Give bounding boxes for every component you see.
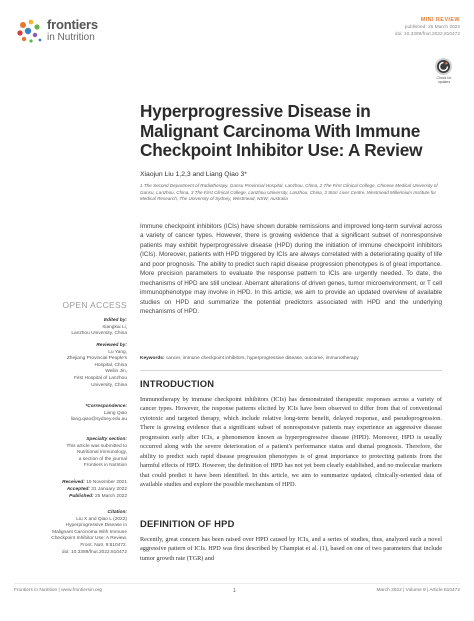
article-title: Hyperprogressive Disease in Malignant Carcinoma With Immune Checkpoint Inhibitor Use: A Review: [140, 101, 423, 160]
introduction-heading: INTRODUCTION: [140, 378, 215, 389]
correspondence-block: [14, 404, 127, 424]
editor-name: Xiangkai Li,: [102, 324, 127, 330]
edited-by-block: [14, 318, 127, 338]
reviewer-line: Zhejiang Provincial People's: [66, 356, 127, 362]
footer-divider: [14, 583, 460, 584]
published-date-side: 25 March 2022: [95, 493, 127, 499]
accepted-date: 31 January 2022: [91, 486, 127, 492]
keywords: [140, 355, 440, 362]
article-authors: Xiaojun Liu 1,2,3 and Liang Qiao 3*: [140, 171, 247, 178]
published-label: Published:: [69, 493, 94, 499]
accepted-label: Accepted:: [66, 486, 90, 492]
frontiers-logo-icon: [14, 16, 44, 46]
introduction-text: Immunotherapy by immune checkpoint inhibitors (ICIs) has demonstrated therapeutic responses across a variety of cancer types. However, the response patterns elicited by ICIs have been observed to differ from that of conventional cytotoxic and targeted therapy, which include relative long-term benefit, delayed response, and pseudoprogression. There is growing evidence that a significant subset of nonresponsive patients may experience an aggressive disease progression early after ICIs, a phenomenon known as hyperprogressive disease (HPD). Moreover, HPD is usually occurred along with the severe deterioration of a patient's performance status and dismal prognosis. Therefore, the ability to predict such rapid disease progression phenotypes is of great importance to protecting patients from the harmful effects of HPD. However, the definition of HPD has not yet been clearly established, and no molecular markers that could predict it have been identified. In this article, we aim to summarize updated, clinically-oriented data of available studies and explore the possible mechanism of HPD.: [140, 396, 442, 489]
logo-wordmark: frontiers: [47, 17, 98, 32]
reviewer-line: Weilin Jin,: [105, 369, 127, 375]
keywords-list: cancer, immune checkpoint inhibitors, hyperprogressive disease, outcome, immunotherapy: [165, 356, 359, 361]
footer-issue: March 2022 | Volume 9 | Article 810472: [376, 588, 460, 593]
reviewer-line: First Hospital of Lanzhou: [73, 375, 127, 381]
published-date: published: 25 March 2022: [404, 25, 460, 30]
reviewer-line: Lu Yang,: [108, 349, 127, 355]
journal-logo[interactable]: [14, 14, 134, 50]
keywords-label: Keywords:: [140, 356, 165, 361]
received-date: 15 November 2021: [86, 480, 127, 485]
reviewer-line: Hospital, China: [94, 362, 127, 368]
logo-journal-name: in Nutrition: [47, 32, 95, 43]
abstract-divider: [140, 370, 442, 371]
footer-journal[interactable]: Frontiers in Nutrition | www.frontiersin.org: [14, 588, 102, 593]
citation-label: Citation:: [107, 510, 127, 515]
edited-by-label: Edited by:: [103, 318, 127, 323]
specialty-label: Specialty section:: [86, 437, 127, 442]
specialty-block: Specialty section: This article was submitted to Nutritional Immunology, a section of the journal Frontiers in Nutrition: [14, 437, 127, 470]
reviewed-by-block: [14, 343, 127, 389]
check-for-updates-badge[interactable]: [432, 58, 456, 84]
editor-affiliation: Lanzhou University, China: [71, 331, 127, 337]
citation-block: Citation: Liu X and Qiao L (2022) Hyperprogressive Disease in Malignant Carcinoma With Immune Checkpoint Inhibitor Use: A Review. Front. Nutr. 9:810472. doi: 10.3389/fnut.2022.810472: [14, 510, 127, 556]
received-label: Received:: [62, 480, 85, 485]
reviewer-line: University, China: [91, 382, 127, 388]
definition-heading: DEFINITION OF HPD: [140, 518, 235, 529]
correspondence-label: *Correspondence:: [85, 404, 127, 409]
open-access-label: OPEN ACCESS: [62, 300, 127, 310]
check-for-updates-label: Check for updates: [436, 76, 452, 84]
definition-text: Recently, great concern has been raised over HPD caused by ICIs, and a series of studies, thus, analyzed such a novel aggressive pattern of ICIs. HPD was first described by Champiat et al. (1), based on one of two parameters that include tumor growth rate (TGR) and: [140, 536, 442, 562]
page-number: 1: [233, 588, 236, 594]
author-affiliations: 1 The Second Department of Radiotherapy, Gansu Provincial Hospital, Lanzhou, China, 2 The First Clinical College, Chinese Medical University of Gansu, Lanzhou, China, 3 The First Clinical College, Lanzhou University, Lanzhou, China, 3 Storr Liver Centre, Westmead Millennium Institute for Medical Research, The University of Sydney, Westmead, NSW, Australia: [140, 183, 438, 202]
dates-block: [14, 480, 127, 500]
check-for-updates-icon: [435, 58, 452, 75]
reviewed-by-label: Reviewed by:: [96, 343, 127, 348]
correspondence-name: Liang Qiao: [103, 410, 127, 416]
article-meta: [300, 16, 460, 38]
article-type: MINI REVIEW: [420, 17, 460, 23]
doi-link[interactable]: doi: 10.3389/fnut.2022.810472: [394, 32, 460, 37]
correspondence-email[interactable]: liang.qiao@sydney.edu.au: [70, 417, 127, 423]
abstract: Immune checkpoint inhibitors (ICIs) have shown durable remissions and improved long-term survival across a variety of cancer types. However, there is growing evidence that a significant subset of nonresponsive patients may exhibit hyperprogressive disease (HPD) during the initiation of immune checkpoint inhibitors (ICIs). Moreover, patients with HPD triggered by ICIs are always correlated with a deteriorating quality of life and poor prognosis. The ability to predict such rapid disease progression phenotypes is of great importance. More precision parameters to evaluate the response pattern to ICIs are urgently needed. To date, the mechanisms of HPD are still unclear. Aberrant alterations of driven genes, tumor microenvironment, or T cell immunophenotype may involve in HPD. In this article, we aim to provide an updated overview of available studies on HPD and summarize the potential predictors associated with HPD and the underlying mechanisms of HPD.: [140, 223, 442, 316]
